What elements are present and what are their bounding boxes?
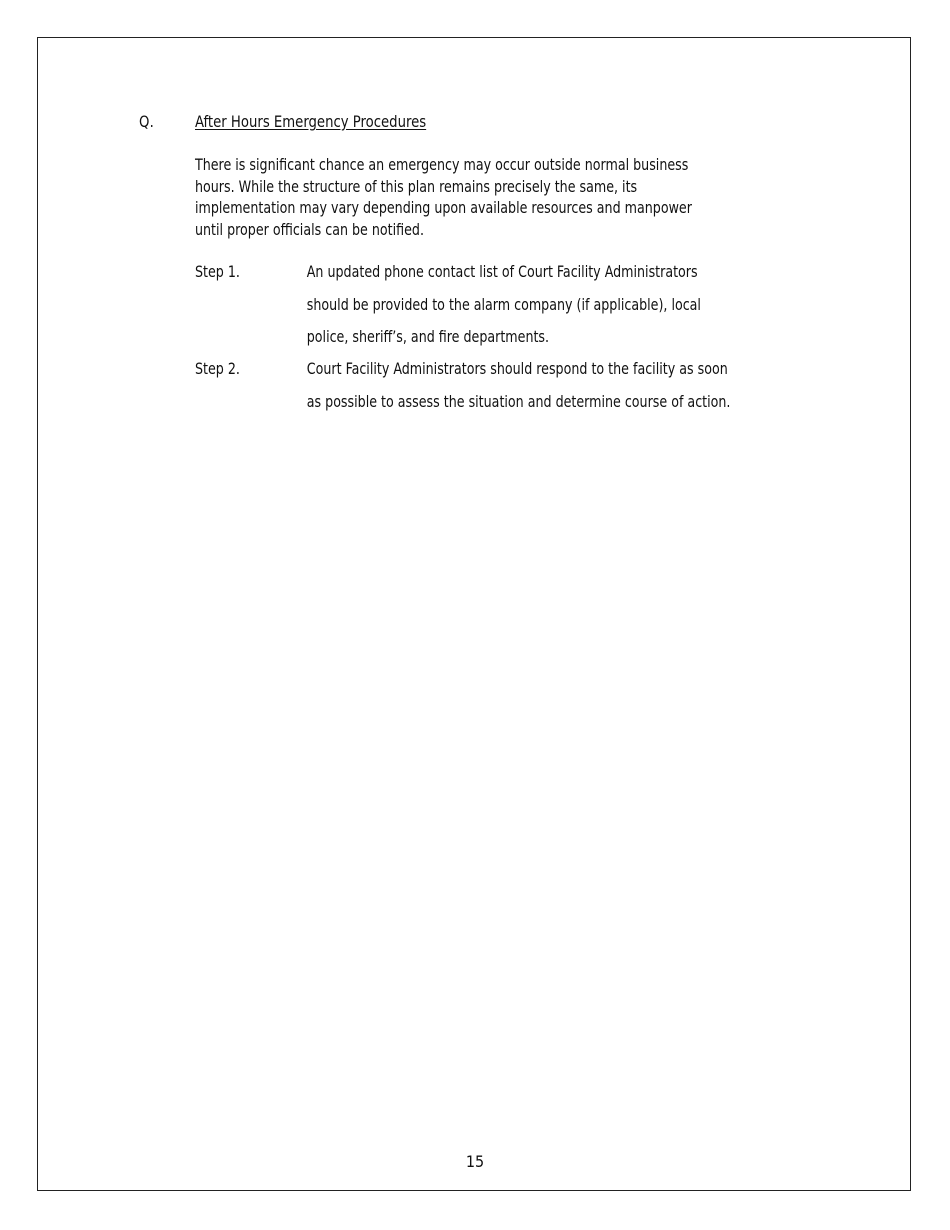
step-line: police, sheriff’s, and fire departments. bbox=[306, 327, 550, 346]
intro-paragraph bbox=[195, 154, 758, 240]
intro-line: There is significant chance an emergency may occur outside normal business bbox=[195, 155, 689, 174]
page-number: 15 bbox=[465, 1152, 485, 1171]
step-line: should be provided to the alarm company (if applicable), local bbox=[306, 294, 701, 314]
step-label: Step 1. bbox=[195, 262, 240, 281]
step-text bbox=[307, 353, 870, 418]
step-line: as possible to assess the situation and determine course of action. bbox=[306, 391, 731, 411]
step-text bbox=[307, 256, 870, 354]
step-line: An updated phone contact list of Court Facility Administrators bbox=[306, 262, 698, 281]
section-letter: Q. bbox=[139, 112, 155, 131]
step-line: Court Facility Administrators should respond to the facility as soon bbox=[306, 359, 728, 378]
step-label: Step 2. bbox=[195, 359, 240, 378]
intro-line: until proper officials can be notified. bbox=[195, 219, 424, 239]
section-title: After Hours Emergency Procedures bbox=[195, 112, 427, 131]
intro-line: hours. While the structure of this plan remains precisely the same, its bbox=[195, 176, 638, 196]
intro-line: implementation may vary depending upon available resources and manpower bbox=[195, 198, 692, 217]
